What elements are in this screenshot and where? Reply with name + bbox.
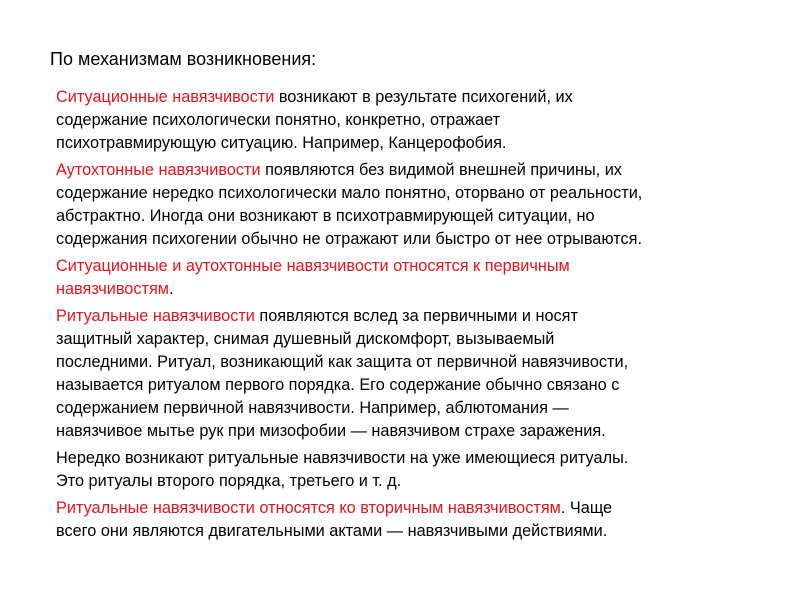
highlighted-term: Ритуальные навязчивости xyxy=(56,307,255,325)
slide-body xyxy=(56,86,786,547)
text-segment: содержанием первичной навязчивости. Например, аблютомания — xyxy=(56,399,569,417)
text-line xyxy=(56,328,786,351)
text-line xyxy=(56,205,786,228)
text-segment: Это ритуалы второго порядка, третьего и т. д. xyxy=(56,472,402,490)
text-line xyxy=(56,255,786,278)
text-segment: содержание психологически понятно, конкретно, отражает xyxy=(56,111,501,129)
text-segment: всего они являются двигательными актами — навязчивыми действиями. xyxy=(56,522,608,540)
text-line xyxy=(56,159,786,182)
text-segment: называется ритуалом первого порядка. Его содержание обычно связано с xyxy=(56,376,620,394)
text-segment: содержания психогении обычно не отражают или быстро от нее отрываются. xyxy=(56,230,642,248)
paragraph xyxy=(56,305,786,443)
text-line xyxy=(56,447,786,470)
paragraph xyxy=(56,255,786,301)
text-line xyxy=(56,497,786,520)
text-segment: . xyxy=(168,280,174,298)
text-segment: Нередко возникают ритуальные навязчивости на уже имеющиеся ритуалы. xyxy=(56,449,629,467)
text-line xyxy=(56,470,786,493)
text-segment: психотравмирующую ситуацию. Например, Канцерофобия. xyxy=(56,134,507,152)
text-segment: последними. Ритуал, возникающий как защита от первичной навязчивости, xyxy=(56,353,629,371)
highlighted-term: навязчивостям xyxy=(56,280,169,298)
text-segment: содержание нередко психологически мало понятно, оторвано от реальности, xyxy=(56,184,643,202)
text-line xyxy=(56,132,786,155)
text-line xyxy=(56,397,786,420)
text-line xyxy=(56,351,786,374)
text-segment: возникают в результате психогений, их xyxy=(274,88,573,106)
text-segment: . Чаще xyxy=(560,499,613,517)
paragraph xyxy=(56,86,786,155)
text-line xyxy=(56,520,786,543)
paragraph xyxy=(56,159,786,251)
slide-title: По механизмам возникновения: xyxy=(50,49,317,69)
text-line xyxy=(56,86,786,109)
text-segment: абстрактно. Иногда они возникают в психотравмирующей ситуации, но xyxy=(56,207,595,225)
text-segment: появляются вслед за первичными и носят xyxy=(254,307,578,325)
text-line xyxy=(56,420,786,443)
text-line xyxy=(56,109,786,132)
highlighted-term: Ситуационные навязчивости xyxy=(56,88,275,106)
text-line xyxy=(56,228,786,251)
text-line xyxy=(56,182,786,205)
highlighted-term: Аутохтонные навязчивости xyxy=(56,161,261,179)
text-line xyxy=(56,305,786,328)
text-line xyxy=(56,374,786,397)
paragraph xyxy=(56,447,786,493)
text-line xyxy=(56,278,786,301)
text-segment: навязчивое мытье рук при мизофобии — навязчивом страхе заражения. xyxy=(56,422,606,440)
highlighted-term: Ситуационные и аутохтонные навязчивости относятся к первичным xyxy=(56,257,570,275)
text-segment: появляются без видимой внешней причины, их xyxy=(260,161,622,179)
text-segment: защитный характер, снимая душевный дискомфорт, вызываемый xyxy=(56,330,555,348)
highlighted-term: Ритуальные навязчивости относятся ко вторичным навязчивостям xyxy=(56,499,561,517)
paragraph xyxy=(56,497,786,543)
